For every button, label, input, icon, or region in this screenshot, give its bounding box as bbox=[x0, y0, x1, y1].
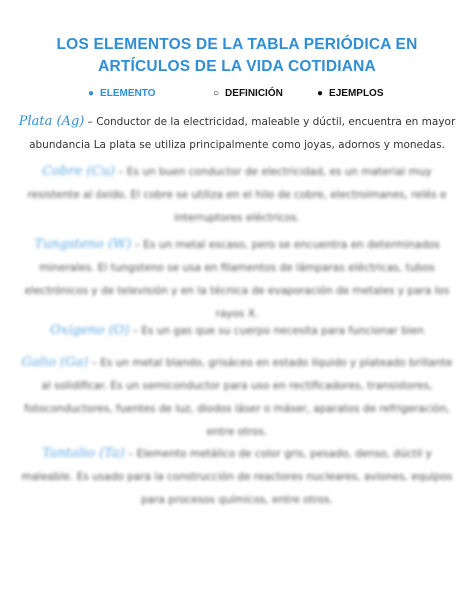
element-entry-tantalio bbox=[18, 442, 456, 512]
element-description: – Conductor de la electricidad, maleable y dúctil, encuentra en mayor abundancia La plata se utiliza principalmente como joyas, adornos y monedas. bbox=[29, 116, 456, 151]
filled-bullet-icon: ● bbox=[317, 87, 324, 99]
element-name: Cobre (Cu) bbox=[42, 164, 115, 179]
element-name: Oxígeno (O) bbox=[50, 323, 130, 338]
legend-label: DEFINICIÓN bbox=[225, 88, 283, 99]
element-entry-cobre bbox=[18, 160, 456, 230]
element-description: – Elemento metálico de color gris, pesado, denso, dúctil y maleable. Es usado para la construcción de reactores nucleares, aviones, equipos para procesos químicos, entre otros. bbox=[21, 448, 453, 506]
legend-label: ELEMENTO bbox=[100, 88, 156, 99]
element-entry-oxigeno bbox=[18, 319, 456, 343]
hollow-bullet-icon: ○ bbox=[213, 87, 220, 99]
element-description: – Es un gas que su cuerpo necesita para funcionar bien bbox=[129, 325, 424, 337]
filled-bullet-icon: ● bbox=[88, 87, 95, 99]
element-name: Tungsteno (W) bbox=[34, 237, 132, 252]
element-name: Galio (Ga) bbox=[21, 355, 89, 370]
page-title-line-2: ARTÍCULOS DE LA VIDA COTIDIANA bbox=[98, 58, 376, 75]
element-name: Tantalio (Ta) bbox=[42, 446, 125, 461]
element-description: – Es un metal escaso, pero se encuentra en determinados minerales. El tungsteno se usa en filamentos de lámparas eléctricas, tubos electrónicos y de televisión y en la técnica de evaporación de metales y para los rayos X. bbox=[24, 239, 450, 320]
legend-label: EJEMPLOS bbox=[329, 88, 384, 99]
element-entry-plata bbox=[18, 110, 456, 157]
legend-item-definicion bbox=[213, 88, 283, 99]
element-description: – Es un metal blando, grisáceo en estado líquido y plateado brillante al solidificar. Es un semiconductor para uso en rectificadores, transistores, fotoconductores, fuentes de luz, diodos láser o máser, aparatos de refrigeración, entre otros. bbox=[24, 357, 453, 438]
element-entry-galio bbox=[18, 351, 456, 444]
page-title-line-1: LOS ELEMENTOS DE LA TABLA PERIÓDICA EN bbox=[56, 36, 418, 53]
element-entry-tungsteno bbox=[18, 233, 456, 326]
legend-item-elemento bbox=[88, 88, 155, 99]
legend-item-ejemplos bbox=[317, 88, 384, 99]
element-description: – Es un buen conductor de electricidad, es un material muy resistente al óxido. El cobre se utiliza en el hilo de cobre, electroimanes, relés e interruptores eléctricos. bbox=[27, 166, 447, 224]
element-name: Plata (Ag) bbox=[18, 114, 85, 129]
